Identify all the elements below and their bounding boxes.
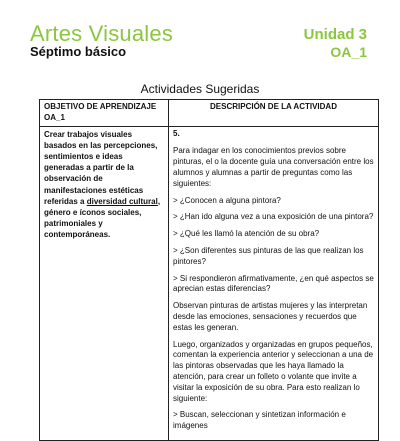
objective-text: Crear trabajos visuales basados en las percepciones, sentimientos e ideas generadas a partir de la observación de manifestaciones estéticas referidas a: [44, 129, 158, 206]
section-title: Actividades Sugeridas: [140, 82, 260, 96]
activities-table: [39, 99, 379, 441]
activity-paragraph: Para indagar en los conocimientos previos sobre pinturas, el o la docente guía una conversación entre los alumnos y alumnas a partir de preguntas como las siguientes:: [173, 146, 374, 188]
table-row: [40, 126, 379, 440]
activity-paragraph: Observan pinturas de artistas mujeres y las interpretan desde las emociones, sensaciones y recuerdos que estas les generan.: [173, 301, 368, 332]
activity-question: > Si respondieron afirmativamente, ¿en qué aspectos se aprecian estas diferencias?: [173, 273, 374, 294]
objective-cell: [40, 126, 169, 440]
description-column-header: DESCRIPCIÓN DE LA ACTIVIDAD: [169, 100, 379, 127]
activity-question: > ¿Han ido alguna vez a una exposición de una pintora?: [173, 212, 374, 222]
activity-question: > ¿Son diferentes sus pinturas de las que realizan los pintores?: [173, 245, 364, 266]
activity-question: > ¿Qué les llamó la atención de su obra?: [173, 229, 320, 239]
oa-label: OA_1: [330, 44, 367, 60]
activity-question: > ¿Conocen a alguna pintora?: [173, 195, 281, 205]
objective-underlined-text: diversidad cultural: [86, 196, 158, 206]
table-header-row: [40, 100, 379, 127]
activity-step: > Buscan, seleccionan y sintetizan información e imágenes: [173, 410, 346, 431]
activity-paragraph: Luego, organizados y organizadas en grupos pequeños, comentan la experiencia anterior y seleccionan a una de las pintoras observadas que les haya llamado la atención, para crear un folleto o volante que invite a visitar la exposición de su obra. Para esto realizan lo siguiente:: [173, 339, 374, 403]
description-cell: [169, 126, 379, 440]
objective-text-end: , género e íconos sociales, patrimoniales y contemporáneas.: [44, 196, 161, 240]
subject-title: Artes Visuales: [30, 21, 174, 46]
unit-label: Unidad 3: [303, 26, 367, 43]
activity-number: 5.: [173, 128, 180, 138]
objective-column-header: OBJETIVO DE APRENDIZAJE OA_1: [40, 100, 169, 127]
grade-subtitle: Séptimo básico: [30, 44, 127, 59]
